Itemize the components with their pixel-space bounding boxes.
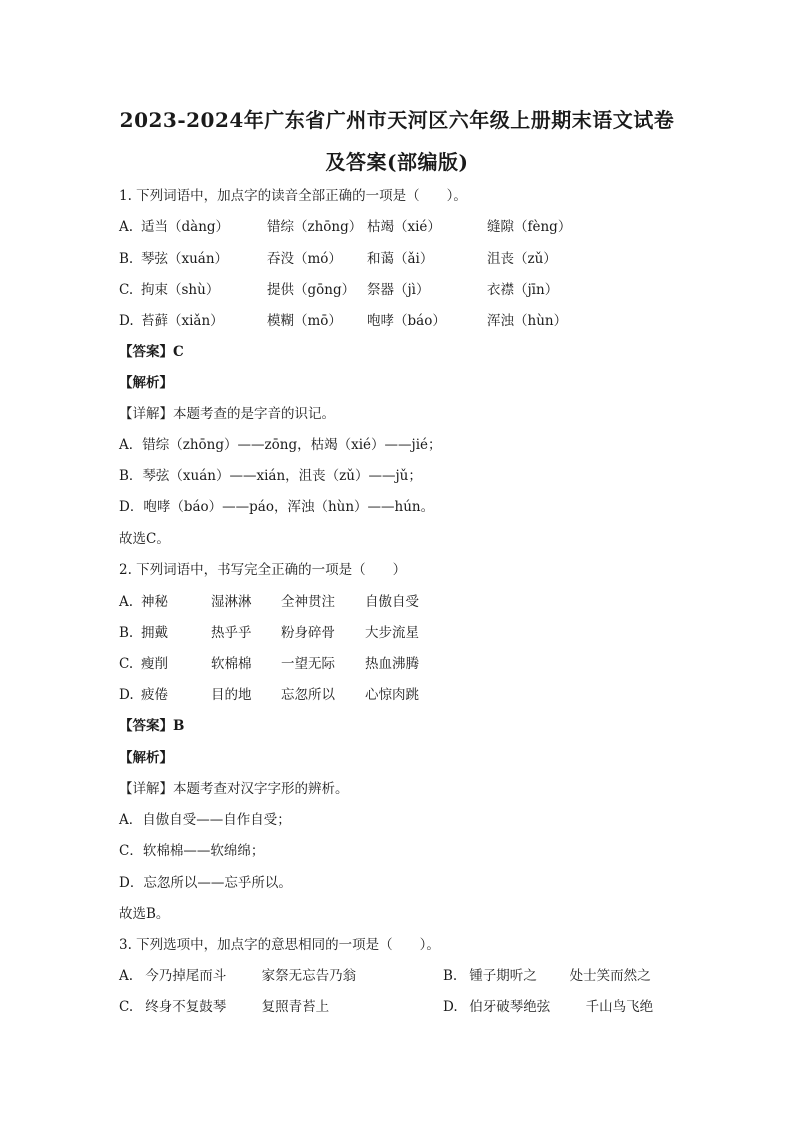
- option-item: 目的地: [211, 687, 252, 703]
- option-item: 大步流星: [365, 625, 419, 641]
- option-item: 湿淋淋: [211, 594, 252, 610]
- q3-stem: 3. 下列选项中，加点字的意思相同的一项是（ ）。: [119, 937, 440, 953]
- q2-stem: 2. 下列词语中，书写完全正确的一项是（ ）: [119, 562, 407, 578]
- option-item: 千山鸟飞绝: [585, 999, 654, 1015]
- q1-analysis-heading: 【解析】: [119, 375, 173, 391]
- option-item: 拘束（shù）: [141, 282, 220, 298]
- option-item: 一望无际: [281, 656, 335, 672]
- option-label: A.: [119, 968, 134, 984]
- q2-option-d: [119, 686, 419, 704]
- option-item: 提供（gōng）: [267, 282, 356, 298]
- q2-explanation-line: C．软棉棉——软绵绵；: [119, 843, 265, 859]
- option-item: 忘忽所以: [281, 687, 335, 703]
- q3-option-a: [119, 967, 356, 985]
- q1-option-a: [119, 218, 571, 236]
- option-label: A.: [119, 219, 134, 235]
- q1-answer: 【答案】C: [119, 344, 184, 360]
- q1-conclusion: 故选C。: [119, 531, 170, 547]
- option-item: 神秘: [141, 594, 168, 610]
- option-label: B.: [119, 251, 134, 267]
- option-label: D.: [443, 999, 458, 1015]
- option-item: 处士笑而然之: [569, 968, 651, 984]
- q1-explanation-line: A．错综（zhōng）——zōng，枯竭（xié）——jié；: [119, 437, 442, 453]
- option-item: 缝隙（fèng）: [487, 219, 572, 235]
- option-item: 终身不复鼓琴: [145, 999, 227, 1015]
- option-item: 自傲自受: [365, 594, 419, 610]
- option-item: 沮丧（zǔ）: [487, 251, 557, 267]
- option-item: 拥戴: [141, 625, 168, 641]
- q2-detail: 【详解】本题考查对汉字字形的辨析。: [119, 781, 349, 797]
- q2-option-b: [119, 624, 419, 642]
- option-label: C.: [119, 656, 134, 672]
- option-item: 衣襟（jīn）: [487, 282, 559, 298]
- q2-option-c: [119, 655, 419, 673]
- option-label: D.: [119, 687, 134, 703]
- option-item: 吞没（mó）: [267, 251, 342, 267]
- option-item: 枯竭（xié）: [367, 219, 441, 235]
- option-item: 心惊肉跳: [365, 687, 419, 703]
- q2-analysis-heading: 【解析】: [119, 750, 173, 766]
- q1-option-b: [119, 250, 557, 268]
- q3-option-b: [443, 967, 651, 985]
- option-item: 浑浊（hùn）: [487, 313, 568, 329]
- q2-explanation-line: D．忘忽所以——忘乎所以。: [119, 875, 292, 891]
- option-item: 软棉棉: [211, 656, 252, 672]
- option-item: 苔藓（xiǎn）: [141, 313, 224, 329]
- option-item: 全神贯注: [281, 594, 335, 610]
- q2-answer: 【答案】B: [119, 718, 185, 734]
- option-item: 适当（dàng）: [141, 219, 230, 235]
- option-label: B.: [119, 625, 134, 641]
- q2-conclusion: 故选B。: [119, 906, 170, 922]
- option-label: D.: [119, 313, 134, 329]
- option-item: 热血沸腾: [365, 656, 419, 672]
- option-item: 错综（zhōng）: [267, 219, 363, 235]
- option-item: 伯牙破琴绝弦: [469, 999, 551, 1015]
- option-item: 复照青苔上: [261, 999, 330, 1015]
- q1-option-c: [119, 281, 558, 299]
- q2-option-a: [119, 593, 419, 611]
- q3-option-c: [119, 998, 329, 1016]
- q1-explanation-line: D．咆哮（báo）——páo，浑浊（hùn）——hún。: [119, 499, 435, 515]
- q1-stem: 1. 下列词语中，加点字的读音全部正确的一项是（ ）。: [119, 188, 467, 204]
- option-item: 粉身碎骨: [281, 625, 335, 641]
- option-item: 锺子期听之: [469, 968, 537, 984]
- option-item: 今乃掉尾而斗: [145, 968, 227, 984]
- option-label: B.: [443, 968, 458, 984]
- option-item: 家祭无忘告乃翁: [261, 968, 357, 984]
- q1-option-d: [119, 312, 567, 330]
- option-item: 咆哮（báo）: [367, 313, 446, 329]
- option-item: 和蔼（ǎi）: [367, 251, 434, 267]
- option-item: 琴弦（xuán）: [141, 251, 229, 267]
- q1-explanation-line: B．琴弦（xuán）——xián，沮丧（zǔ）——jǔ；: [119, 468, 422, 484]
- option-label: C.: [119, 282, 134, 298]
- option-item: 瘦削: [141, 656, 168, 672]
- document-title-line-1: 2023-2024年广东省广州市天河区六年级上册期末语文试卷: [119, 108, 675, 132]
- option-item: 热乎乎: [211, 625, 252, 641]
- option-label: C.: [119, 999, 134, 1015]
- option-item: 祭器（jì）: [367, 282, 430, 298]
- option-item: 模糊（mō）: [267, 313, 342, 329]
- q2-explanation-line: A．自傲自受——自作自受；: [119, 812, 291, 828]
- option-item: 疲倦: [141, 687, 168, 703]
- q1-detail: 【详解】本题考查的是字音的识记。: [119, 406, 335, 422]
- option-label: A.: [119, 594, 134, 610]
- document-title-line-2: 及答案(部编版): [325, 150, 469, 174]
- q3-option-d: [443, 998, 653, 1016]
